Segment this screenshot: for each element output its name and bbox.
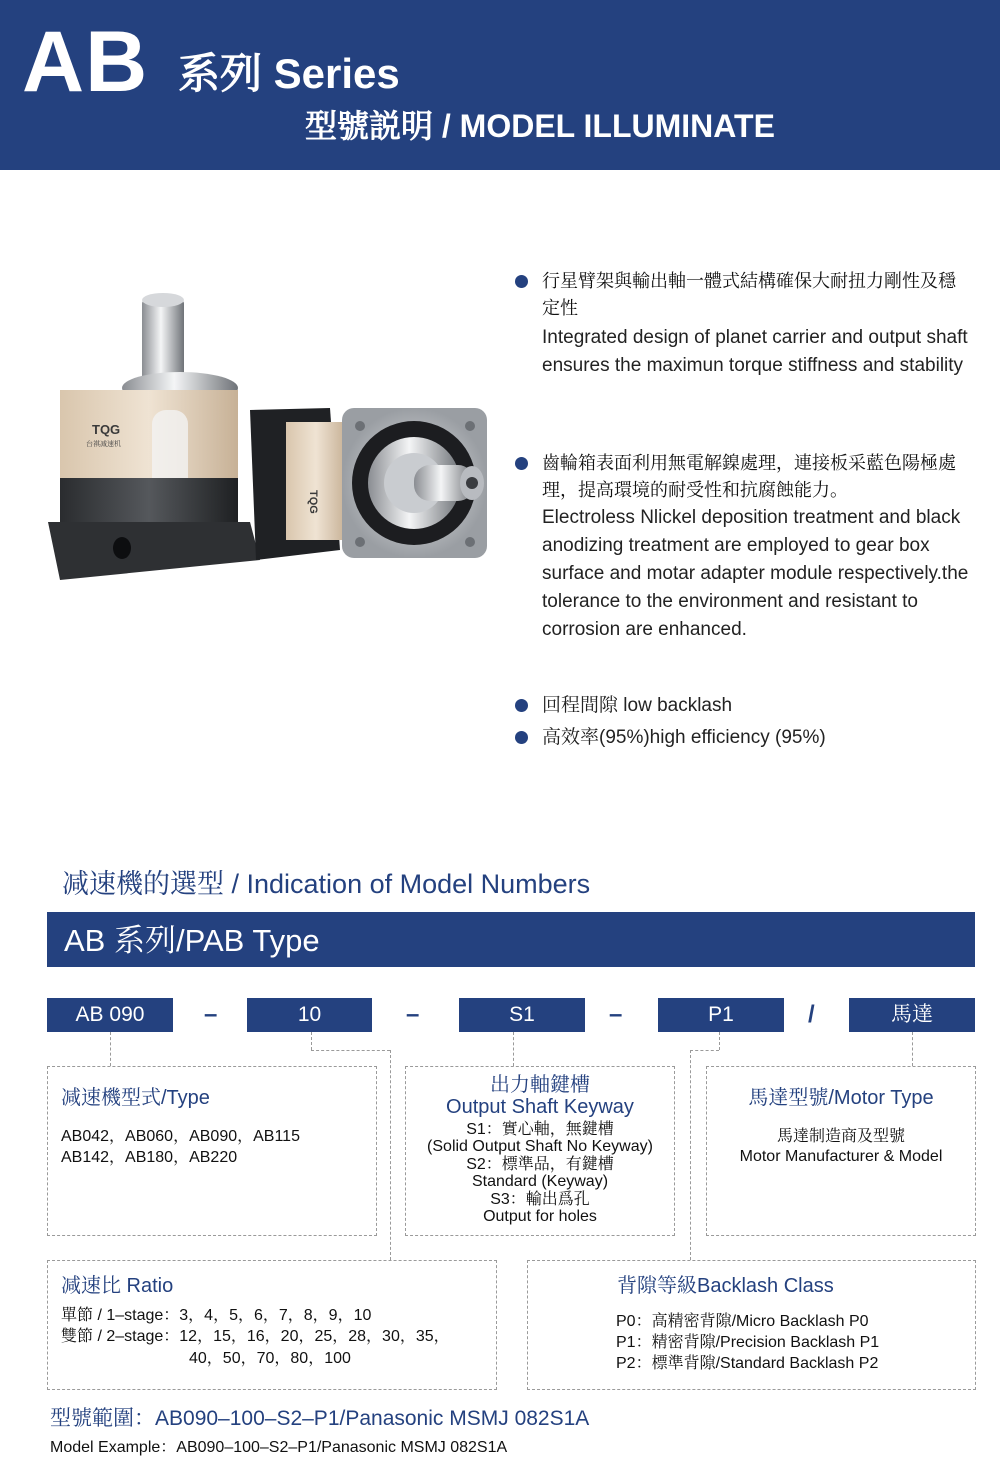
ratio-box-line: 雙節 / 2–stage：12，15，16，20，25，28，30，35， [61,1328,450,1345]
shaft-box-line: S2：標準品，有鍵槽 [466,1156,614,1173]
connector-line [690,1050,691,1260]
code-shaft: S1 [459,998,585,1032]
motor-box-line: 馬達制造商及型號 [776,1128,905,1145]
bullet-icon [515,699,528,712]
code-motor: 馬達 [849,998,975,1032]
feature-text: 回程間隙 low backlash [542,695,733,716]
feature-zh: 行星臂架與輸出軸一體式結構確保大耐扭力剛性及穩定性 [542,271,956,318]
feature-text: 高效率(95%)high efficiency (95%) [542,727,826,748]
type-box-line: AB042，AB060，AB090，AB115 [61,1128,300,1145]
type-box-title: 减速機型式/Type [61,1087,210,1109]
backlash-box-line: P0：高精密背隙/Micro Backlash P0 [616,1313,869,1330]
feature-zh: 齒輪箱表面利用無電解鎳處理，連接板采藍色陽極處理，提高環境的耐受性和抗腐蝕能力。 [542,453,956,500]
series-title: 系列 Series [178,50,400,97]
feature-item-1 [515,268,975,408]
shaft-box-title-zh: 出力軸鍵槽 [490,1074,590,1096]
gearbox-product-image [30,260,510,620]
shaft-box-title-en: Output Shaft Keyway [446,1096,634,1118]
series-brand: AB [22,14,149,110]
bullet-icon [515,731,528,744]
connector-line [513,1032,514,1066]
feature-item-3 [515,692,975,722]
code-separator: – [406,1001,420,1028]
feature-en: Integrated design of planet carrier and output shaft ensures the maximun torque stiffness and stability [542,327,968,376]
section-title: 减速機的選型 / Indication of Model Numbers [62,869,591,899]
feature-en: Electroless Nlickel deposition treatment and black anodizing treatment are employed to gear box surface and motar adapter module respectively.the tolerance to the environment and resistant to corrosion are enhanced. [542,507,969,640]
connector-line [390,1050,391,1260]
motor-box-title: 馬達型號/Motor Type [748,1087,934,1109]
type-label: AB 系列/PAB Type [64,923,320,958]
code-backlash: P1 [658,998,784,1032]
product-logo-sub: 台祺减速机 [86,440,121,448]
feature-item-4 [515,724,975,754]
type-box-line: AB142，AB180，AB220 [61,1149,238,1166]
connector-line [690,1050,719,1051]
code-ratio: 10 [247,998,372,1032]
backlash-box-line: P1：精密背隙/Precision Backlash P1 [616,1334,880,1351]
svg-text:TQG: TQG [307,490,319,514]
feature-item-2 [515,450,975,650]
shaft-box-line: (Solid Output Shaft No Keyway) [427,1138,653,1155]
backlash-box-title: 背隙等級Backlash Class [617,1275,834,1297]
motor-box-line: Motor Manufacturer & Model [739,1148,943,1165]
connector-line [110,1032,111,1066]
ratio-box-title: 减速比 Ratio [61,1275,174,1297]
code-separator: – [609,1001,623,1028]
connector-line [912,1032,913,1066]
code-separator: – [204,1001,218,1028]
model-example-en: Model Example：AB090–100–S2–P1/Panasonic MSMJ 082S1A [50,1439,508,1456]
product-logo: TQG [92,422,121,437]
bullet-icon [515,275,528,288]
ratio-box-line: 單節 / 1–stage：3，4，5，6，7，8，9，10 [61,1307,372,1324]
shaft-box-line: S3：輸出爲孔 [490,1191,590,1208]
code-separator: / [808,1001,815,1028]
connector-line [311,1050,390,1051]
backlash-box-line: P2：標準背隙/Standard Backlash P2 [616,1355,879,1372]
page-subtitle: 型號説明 / MODEL ILLUMINATE [305,108,775,144]
connector-line [311,1032,312,1050]
code-model: AB 090 [47,998,173,1032]
connector-line [719,1032,720,1050]
bullet-icon [515,457,528,470]
ratio-box-line: 40，50，70，80，100 [189,1350,351,1367]
shaft-box-line: Output for holes [483,1208,597,1225]
model-example-zh: 型號範圍：AB090–100–S2–P1/Panasonic MSMJ 082S1A [50,1407,590,1430]
shaft-box-line: S1：實心軸，無鍵槽 [466,1121,614,1138]
shaft-box-line: Standard (Keyway) [471,1173,609,1190]
